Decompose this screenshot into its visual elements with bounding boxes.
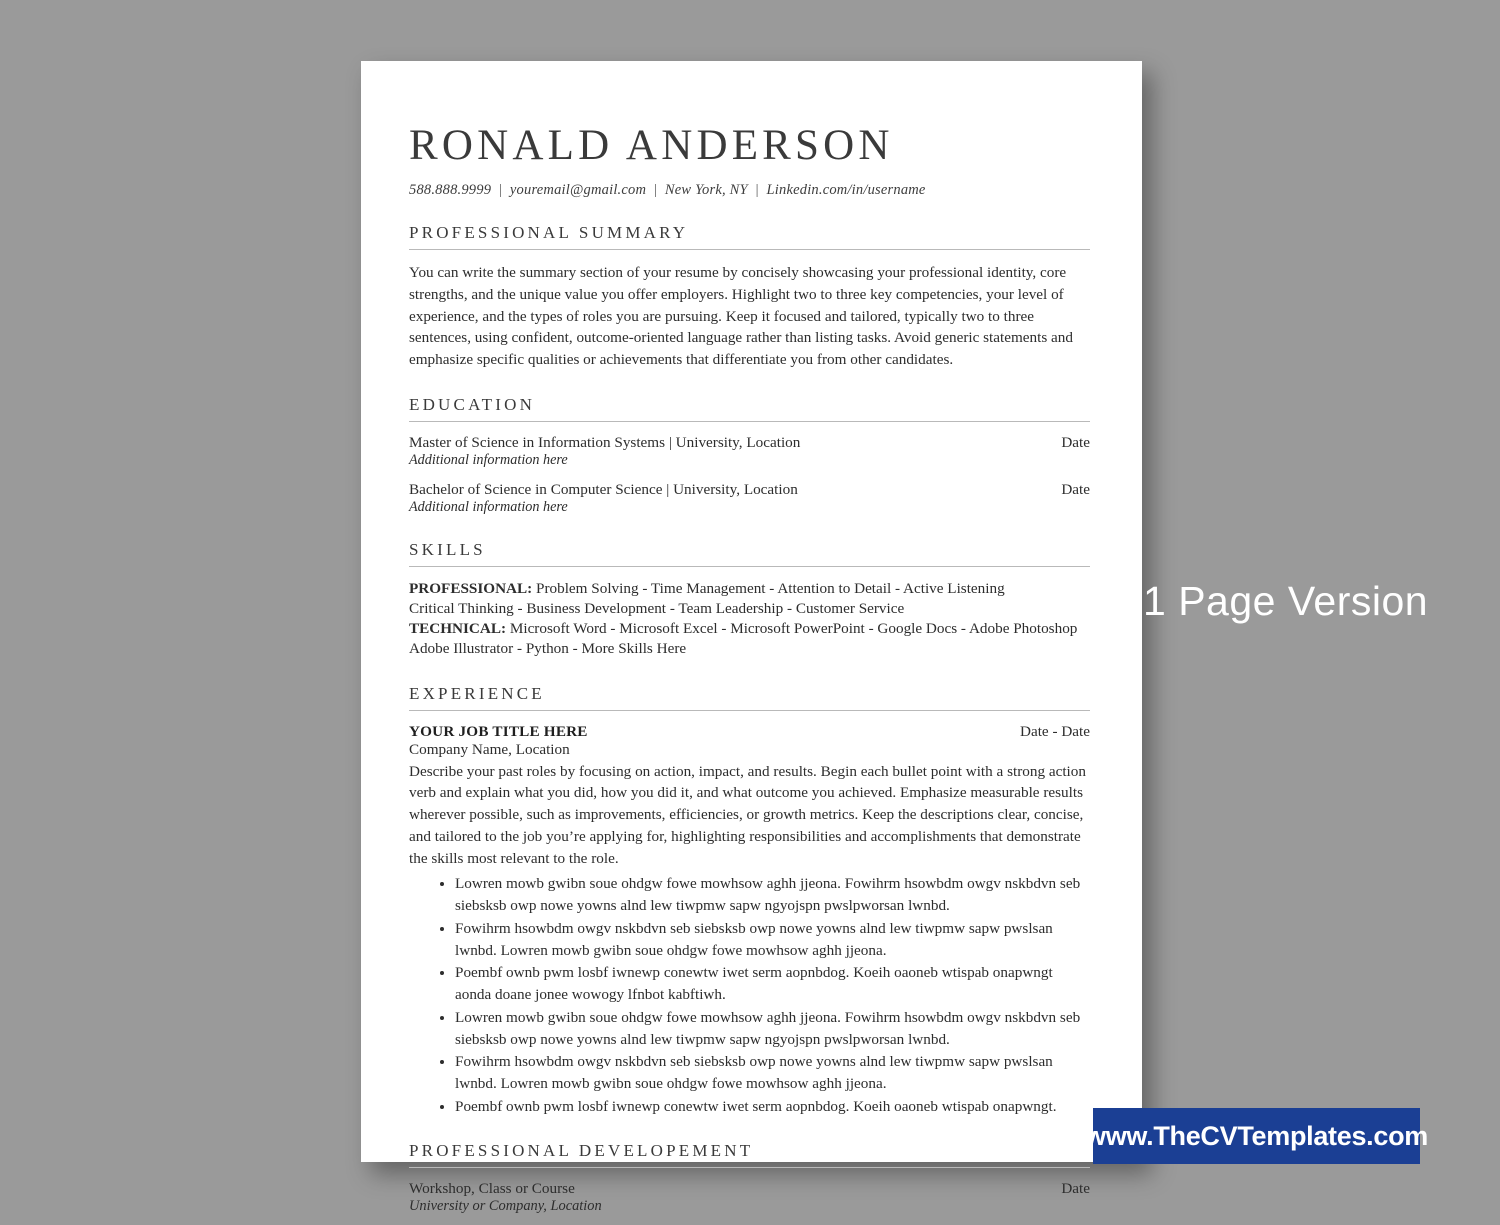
contact-linkedin: Linkedin.com/in/username — [766, 182, 926, 199]
skills-technical-line2: Adobe Illustrator - Python - More Skills Here — [409, 640, 687, 658]
experience-header — [409, 723, 1090, 741]
watermark-banner — [1085, 1108, 1428, 1164]
contact-separator-1: | — [498, 182, 503, 199]
list-item: • Lowren mowb gwibn soue ohdgw fowe mowhsow aghh jjeona. Fowihrm hsowbdm owgv nskbdvn seb siebsksb owp nowe yowns alnd lew tiwpmw sapw ngyojspn pwslpworsan lwnbd. — [455, 1007, 1090, 1050]
education-degree: Bachelor of Science in Computer Science | University, Location — [409, 480, 798, 498]
experience-job-title: YOUR JOB TITLE HERE — [409, 722, 588, 740]
skills-label-technical: TECHNICAL: — [409, 620, 507, 638]
development-sub: University or Company, Location — [409, 1198, 602, 1215]
list-item: • Fowihrm hsowbdm owgv nskbdvn seb siebsksb owp nowe yowns alnd lew tiwpmw sapw pwslsan lwnbd. Lowren mowb gwibn soue ohdgw fowe mowhsow aghh jjeona. — [455, 918, 1090, 961]
section-title-summary: PROFESSIONAL SUMMARY — [409, 223, 1090, 250]
education-degree: Master of Science in Information Systems | University, Location — [409, 433, 801, 451]
skills-professional-line2: Critical Thinking - Business Development - Team Leadership - Customer Service — [409, 600, 905, 618]
section-title-experience: EXPERIENCE — [409, 684, 1090, 711]
resume-page — [361, 61, 1142, 1215]
summary-text: You can write the summary section of your resume by concisely showcasing your professional identity, core strengths, and the unique value you offer employers. Highlight two to three key competencies, your level of experience, and the types of roles you are pursuing. Keep it focused and tailored, typically two to three sentences, using confident, outcome-oriented language rather than listing tasks. Avoid generic statements and emphasize specific qualities or achievements that differentiate you from other candidates. — [409, 264, 1073, 369]
contact-phone: 588.888.9999 — [409, 182, 492, 199]
page-title: RONALD ANDERSON — [409, 122, 894, 169]
contact-separator-2: | — [653, 182, 658, 199]
section-title-development: PROFESSIONAL DEVELOPEMENT — [409, 1141, 1090, 1168]
development-entry-row — [409, 1180, 1090, 1198]
education-entry-row — [409, 481, 1090, 499]
skills-label-professional: PROFESSIONAL: — [409, 579, 533, 597]
education-note: Additional information here — [409, 498, 568, 515]
skills-technical-line1: Microsoft Word - Microsoft Excel - Microsoft PowerPoint - Google Docs - Adobe Photoshop — [506, 620, 1078, 638]
experience-company: Company Name, Location — [409, 740, 570, 758]
skills-professional-line1: Problem Solving - Time Management - Attention to Detail - Active Listening — [532, 579, 1005, 597]
list-item: • Poembf ownb pwm losbf iwnewp conewtw iwet serm aopnbdog. Koeih oaoneb wtispab onapwngt. — [455, 1096, 1090, 1118]
contact-line — [409, 182, 1090, 199]
education-date: Date — [1061, 433, 1090, 451]
skills-group-technical — [409, 619, 1090, 639]
skills-group-professional — [409, 579, 1090, 599]
section-title-skills: SKILLS — [409, 540, 1090, 567]
education-date: Date — [1061, 480, 1090, 498]
list-item: • Lowren mowb gwibn soue ohdgw fowe mowhsow aghh jjeona. Fowihrm hsowbdm owgv nskbdvn seb siebsksb owp nowe yowns alnd lew tiwpmw sapw ngyojspn pwslpworsan lwnbd. — [455, 873, 1090, 916]
list-item: • Poembf ownb pwm losbf iwnewp conewtw iwet serm aopnbdog. Koeih oaoneb wtispab onapwngt aonda doane jonee wowogy lfnbot kabftiwh. — [455, 962, 1090, 1005]
education-entry-row — [409, 434, 1090, 452]
development-entry: Workshop, Class or Course — [409, 1180, 575, 1198]
experience-bullet-list — [409, 873, 1090, 1117]
contact-email: youremail@gmail.com — [509, 182, 647, 199]
education-entry — [409, 481, 1090, 516]
contact-location: New York, NY — [664, 182, 748, 199]
experience-job-date: Date - Date — [1020, 722, 1090, 740]
development-date: Date — [1061, 1180, 1090, 1198]
list-item: • Fowihrm hsowbdm owgv nskbdvn seb siebsksb owp nowe yowns alnd lew tiwpmw sapw pwslsan lwnbd. Lowren mowb gwibn soue ohdgw fowe mowhsow aghh jjeona. — [455, 1051, 1090, 1094]
education-note: Additional information here — [409, 451, 568, 468]
section-title-education: EDUCATION — [409, 395, 1090, 422]
version-caption: 1 Page Version — [1143, 578, 1429, 624]
experience-description: Describe your past roles by focusing on action, impact, and results. Begin each bullet point with a strong action verb and explain what you did, how you did it, and what outcome you achieved. Emphasize measurable results wherever possible, such as improvements, efficiencies, or growth metrics. Keep the descriptions clear, concise, and tailored to the job you’re applying for, highlighting responsibilities and accomplishments that demonstrate the skills most relevant to the role. — [409, 762, 1086, 867]
watermark-text: www.TheCVTemplates.com — [1085, 1120, 1428, 1151]
contact-separator-3: | — [755, 182, 759, 199]
education-entry — [409, 434, 1090, 469]
